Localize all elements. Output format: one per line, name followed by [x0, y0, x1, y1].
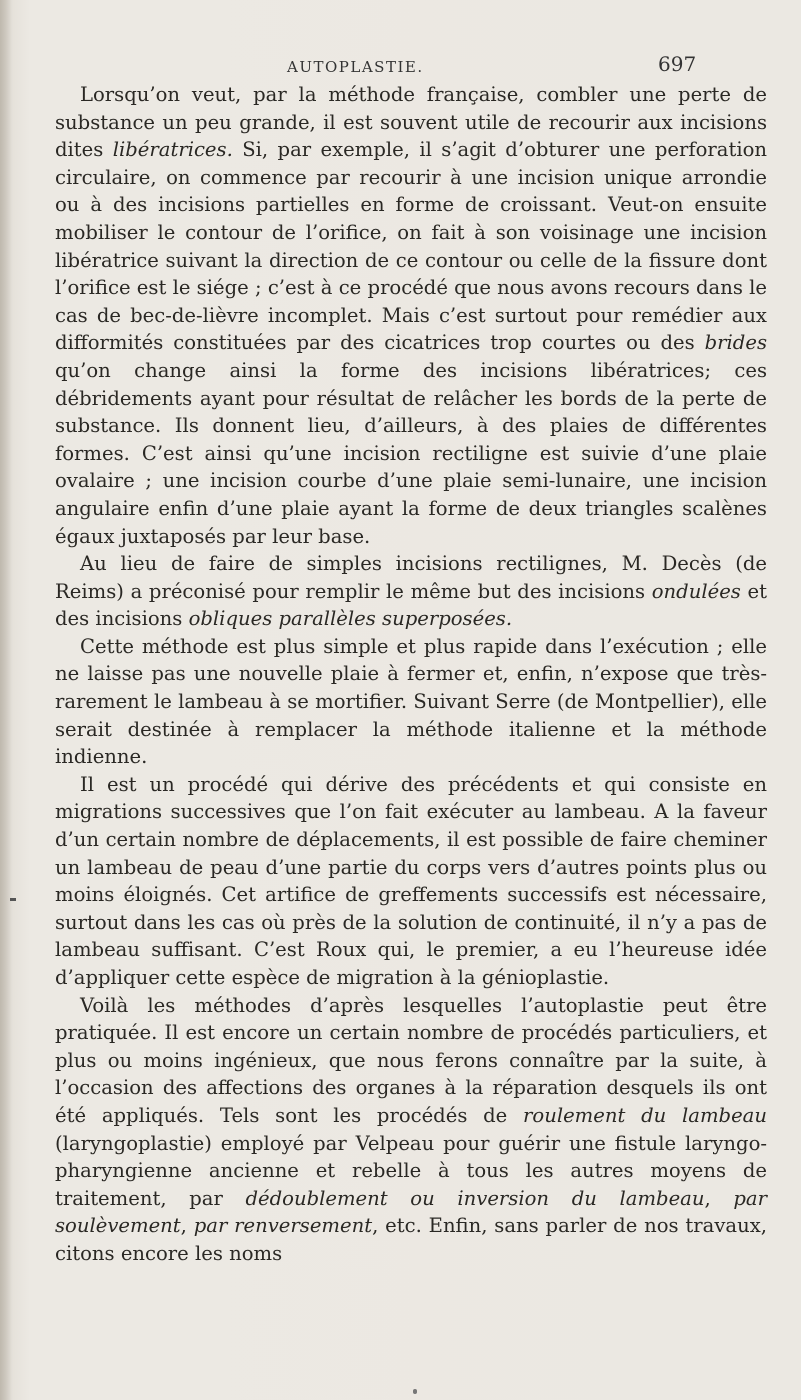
margin-mark — [10, 898, 16, 901]
paragraph — [55, 771, 767, 992]
body-text — [55, 81, 767, 1268]
text-run: Au lieu de faire de simples incisions rectilignes, M. Decès (de Reims) a préconisé pour remplir le même but des incisions — [55, 552, 767, 603]
text-run: Il est un procédé qui dérive des précédents et qui consiste en migrations successives que l’on fait exécuter au lambeau. A la faveur d’un certain nombre de déplacements, il est possible de faire cheminer un lambeau de peau d’une partie du corps vers d’autres points plus ou moins éloignés. Cet artifice de greffements successifs est nécessaire, surtout dans les cas où près de la solution de continuité, il n’y a pas de lambeau suffisant. C’est Roux qui, le premier, a eu l’heureuse idée d’appliquer cette espèce de migration à la génioplastie. — [55, 772, 767, 989]
text-run: , — [180, 1214, 194, 1238]
text-run: Lorsqu’on veut, par la méthode française, combler une perte de substance un peu grande, il est souvent utile de recourir aux incisions dites — [55, 83, 767, 162]
page-number: 697 — [658, 52, 697, 76]
paragraph — [55, 81, 767, 550]
text-run: Si, par exemple, il s’agit d’obturer une perforation circulaire, on commence par recourir à une incision unique arrondie ou à des incisions partielles en forme de croissant. Veut-on ensuite mobiliser le contour de l’orifice, on fait à son voisinage une incision libératrice suivant la direction de ce contour ou celle de la fissure dont l’orifice est le siége ; c’est à ce procédé que nous avons recours dans le cas de bec-de-lièvre incomplet. Mais c’est surtout pour remédier aux difformités constituées par des cicatrices trop courtes ou des — [55, 138, 767, 355]
running-head: AUTOPLASTIE. — [287, 58, 424, 76]
text-run: et des incisions — [55, 579, 767, 631]
paragraph — [55, 550, 767, 633]
italic-term: brides — [704, 331, 767, 355]
italic-term: ondulées — [651, 579, 741, 603]
italic-term: roulement du lambeau — [523, 1103, 767, 1127]
page-edge-shadow — [0, 0, 12, 1400]
page-speck — [413, 1389, 417, 1394]
text-run: , — [704, 1186, 734, 1210]
text-run: Voilà les méthodes d’après lesquelles l’autoplastie peut être pratiquée. Il est encore un certain nombre de procédés particuliers, et plus ou moins ingénieux, que nous ferons connaître par la suite, à l’occasion des affections des organes à la réparation desquels ils ont été appliqués. Tels sont les procédés de — [55, 993, 767, 1127]
italic-term: obliques parallèles superposées. — [188, 607, 513, 631]
paragraph — [55, 992, 767, 1268]
text-run: Cette méthode est plus simple et plus rapide dans l’exécution ; elle ne laisse pas une nouvelle plaie à fermer et, enfin, n’expose que très-rarement le lambeau à se mortifier. Suivant Serre (de Montpellier), elle serait destinée à remplacer la méthode italienne et la méthode indienne. — [55, 634, 767, 769]
italic-term: par renversement — [193, 1214, 373, 1238]
italic-term: dédoublement ou inversion du lambeau — [245, 1186, 705, 1210]
italic-term: libératrices. — [112, 138, 233, 162]
paragraph — [55, 633, 767, 771]
text-run: qu’on change ainsi la forme des incisions libératrices; ces débridements ayant pour résultat de relâcher les bords de la perte de substance. Ils donnent lieu, d’ailleurs, à des plaies de différentes formes. C’est ainsi qu’une incision rectiligne est suivie d’une plaie ovalaire ; une incision courbe d’une plaie semi-lunaire, une incision angulaire enfin d’une plaie ayant la forme de deux triangles scalènes égaux juxtaposés par leur base. — [55, 358, 767, 548]
italic-term: par soulèvement — [55, 1186, 767, 1238]
text-run: (laryngoplastie) employé par Velpeau pour guérir une fistule laryngo-pharyngienne ancienne et rebelle à tous les autres moyens de traitement, par — [55, 1131, 767, 1210]
page-header — [0, 52, 801, 82]
text-run: , etc. Enfin, sans parler de nos travaux, citons encore les noms — [55, 1214, 767, 1265]
